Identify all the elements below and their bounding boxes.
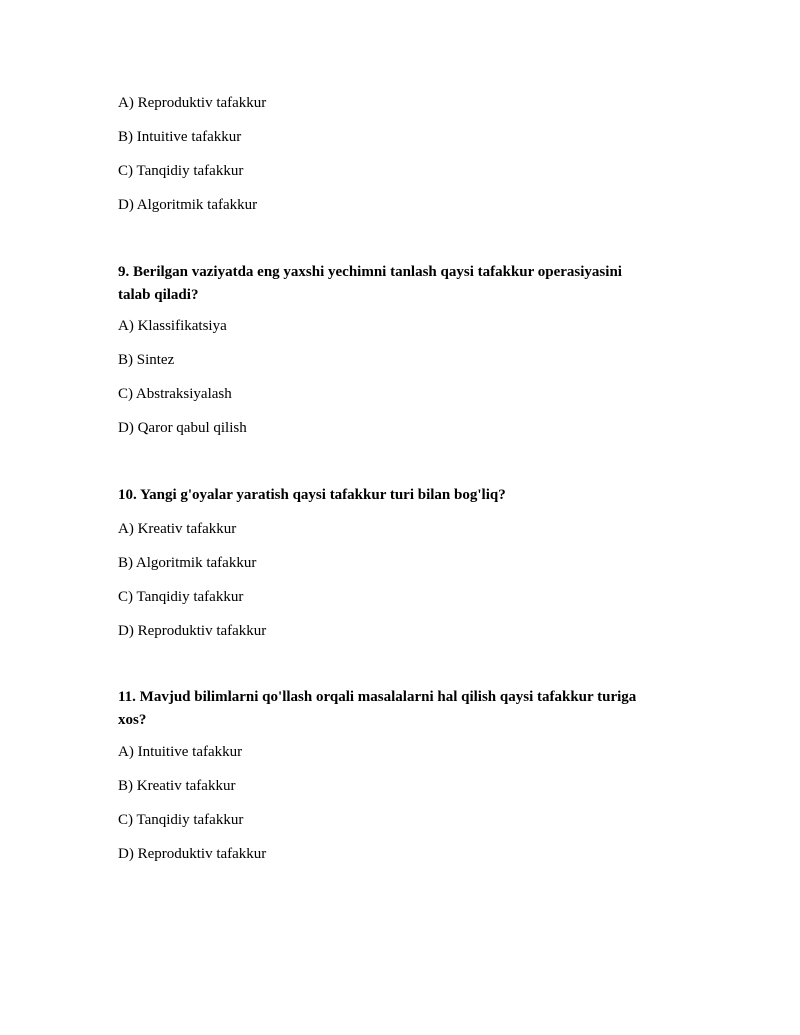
option-d: D) Reproduktiv tafakkur: [118, 623, 267, 639]
option-b: B) Kreativ tafakkur: [118, 778, 236, 794]
option-a: A) Klassifikatsiya: [118, 318, 227, 334]
option-d: D) Reproduktiv tafakkur: [118, 846, 267, 862]
option-c: C) Tanqidiy tafakkur: [118, 589, 244, 605]
question-11-text-cont: xos?: [118, 712, 147, 728]
option-b: B) Algoritmik tafakkur: [118, 555, 257, 571]
option-d: D) Algoritmik tafakkur: [118, 197, 258, 213]
option-c: C) Abstraksiyalash: [118, 386, 232, 402]
question-10-text: 10. Yangi g'oyalar yaratish qaysi tafakkur turi bilan bog'liq?: [118, 487, 506, 503]
option-a: A) Reproduktiv tafakkur: [118, 95, 267, 111]
option-d: D) Qaror qabul qilish: [118, 420, 247, 436]
option-b: B) Intuitive tafakkur: [118, 129, 242, 145]
question-9-text-cont: talab qiladi?: [118, 287, 199, 303]
option-c: C) Tanqidiy tafakkur: [118, 163, 244, 179]
option-a: A) Intuitive tafakkur: [118, 744, 243, 760]
question-11-text: 11. Mavjud bilimlarni qo'llash orqali masalalarni hal qilish qaysi tafakkur turiga: [118, 689, 637, 705]
option-b: B) Sintez: [118, 352, 175, 368]
question-9-text: 9. Berilgan vaziyatda eng yaxshi yechimni tanlash qaysi tafakkur operasiyasini: [118, 264, 622, 280]
option-a: A) Kreativ tafakkur: [118, 521, 237, 537]
option-c: C) Tanqidiy tafakkur: [118, 812, 244, 828]
